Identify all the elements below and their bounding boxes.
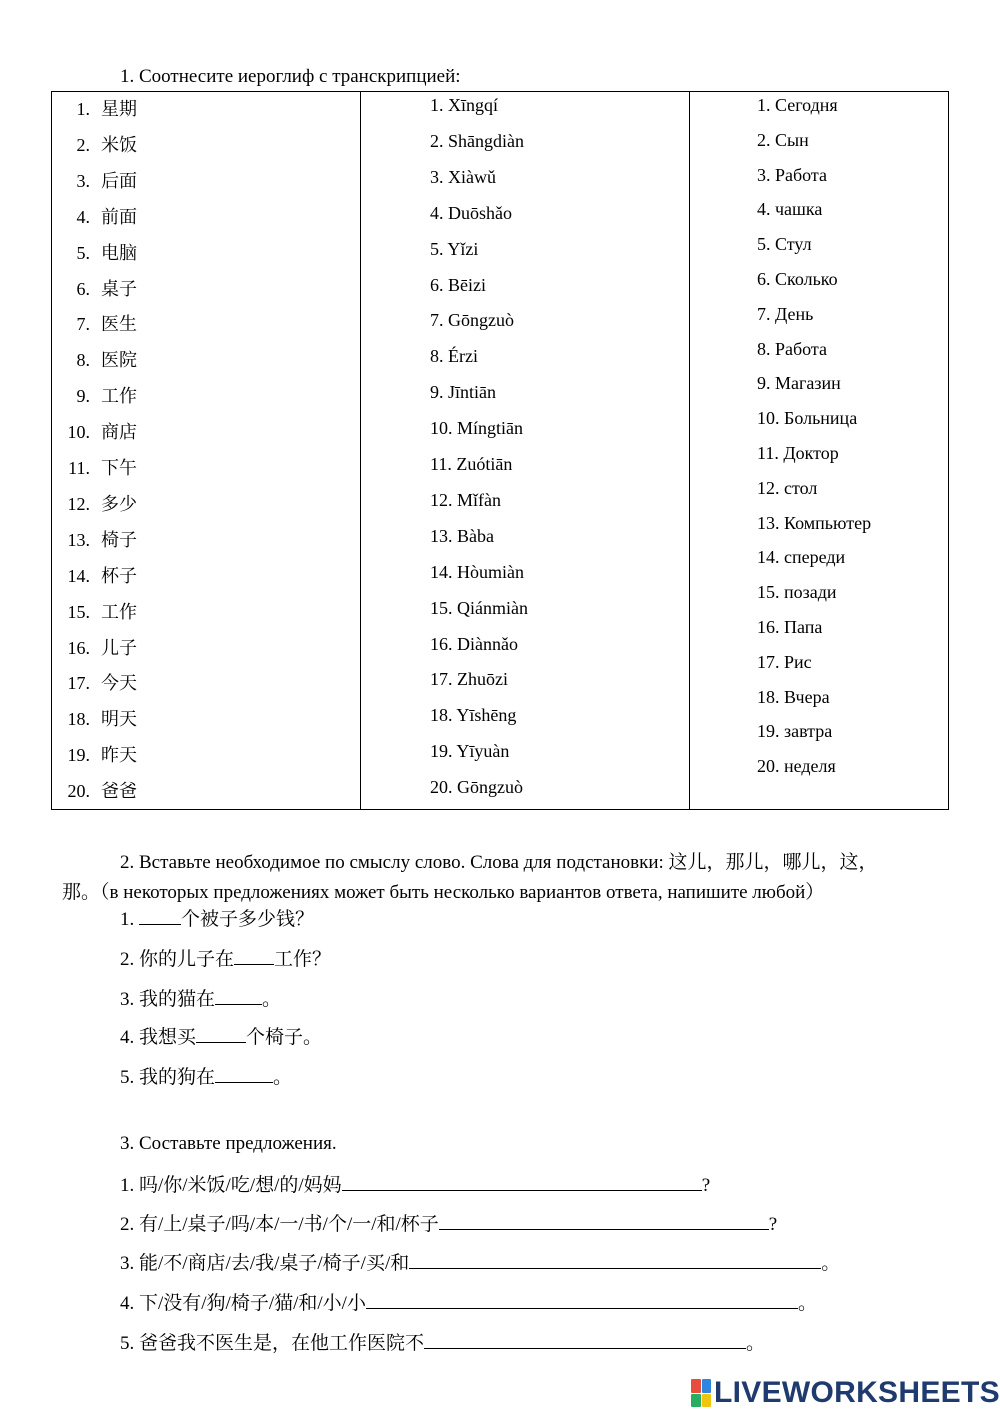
logo-tile xyxy=(702,1394,712,1408)
character-text: 医院 xyxy=(101,350,137,371)
character-item xyxy=(58,490,137,516)
answer-blank[interactable] xyxy=(215,1065,273,1083)
item-number: 5. xyxy=(76,242,90,263)
section2-instruction-line1: 2. Вставьте необходимое по смыслу слово. Слова для подстановки: 这儿，那儿，哪儿，这， xyxy=(120,852,878,873)
answer-line[interactable] xyxy=(439,1212,769,1230)
character-item xyxy=(58,669,137,695)
character-text: 工作 xyxy=(101,386,137,407)
end-punctuation: 。 xyxy=(746,1333,766,1354)
item-number: 1. xyxy=(76,99,90,119)
character-text: 杯子 xyxy=(101,565,137,586)
character-text: 下午 xyxy=(101,458,137,478)
logo-text: LIVEWORKSHEETS xyxy=(714,1376,1000,1409)
item-text-after: 个椅子。 xyxy=(246,1027,323,1048)
item-text-before: 3. 我的猫在 xyxy=(120,989,216,1010)
russian-item: 9. Магазин xyxy=(757,373,841,394)
item-number: 17. xyxy=(67,673,90,694)
end-punctuation: ? xyxy=(701,1175,711,1196)
section3-title: 3. Составьте предложения. xyxy=(120,1133,337,1154)
character-item xyxy=(58,741,137,767)
pinyin-item: 9. Jīntiān xyxy=(430,382,496,403)
character-text: 昨天 xyxy=(101,745,137,766)
character-item xyxy=(58,95,137,121)
pinyin-item: 12. Mǐfàn xyxy=(430,489,501,510)
item-text-before: 5. 我的狗在 xyxy=(120,1067,216,1088)
character-item xyxy=(58,634,137,660)
end-punctuation: 。 xyxy=(797,1293,817,1314)
pinyin-item: 10. Míngtiān xyxy=(430,418,523,439)
item-number: 20. xyxy=(67,781,90,802)
word-list: 4. 下/没有/狗/椅子/猫/和/小/小 xyxy=(120,1293,366,1314)
item-text-before: 2. 你的儿子在 xyxy=(120,949,235,970)
sentence-item xyxy=(120,1328,765,1355)
russian-item: 2. Сын xyxy=(757,129,809,150)
sentence-item xyxy=(120,1209,777,1236)
item-text-before: 4. 我想买 xyxy=(120,1027,197,1048)
sentence-item xyxy=(120,1288,817,1315)
sentence-item xyxy=(120,1248,840,1275)
character-text: 后面 xyxy=(101,170,137,191)
sentence-item xyxy=(120,1170,710,1197)
character-item xyxy=(58,167,137,193)
russian-item: 8. Работа xyxy=(757,338,827,359)
fill-blank-item xyxy=(120,1022,322,1049)
fill-blank-item xyxy=(120,904,314,931)
character-item xyxy=(58,777,137,803)
russian-item: 6. Сколько xyxy=(757,269,838,289)
item-text-after: 。 xyxy=(273,1067,293,1088)
end-punctuation: 。 xyxy=(821,1253,841,1274)
character-item xyxy=(58,203,137,229)
pinyin-item: 5. Yǐzi xyxy=(430,238,479,259)
russian-item: 12. стол xyxy=(757,477,818,498)
end-punctuation: ? xyxy=(768,1214,778,1235)
answer-line[interactable] xyxy=(366,1291,798,1309)
character-text: 星期 xyxy=(101,99,137,119)
answer-blank[interactable] xyxy=(215,987,262,1005)
answer-line[interactable] xyxy=(342,1173,702,1191)
item-text-after: 。 xyxy=(262,989,282,1010)
pinyin-item: 7. Gōngzuò xyxy=(430,310,514,331)
word-list: 1. 吗/你/米饭/吃/想/的/妈妈 xyxy=(120,1175,342,1196)
section2-instruction-line2: 那。（в некоторых предложениях может быть несколько вариантов ответа, напишите любой） xyxy=(62,882,825,903)
pinyin-item: 6. Bēizi xyxy=(430,274,486,295)
item-number: 8. xyxy=(76,350,90,371)
logo-tile xyxy=(702,1379,712,1393)
item-number: 14. xyxy=(67,565,90,586)
item-number: 18. xyxy=(67,709,90,730)
character-item xyxy=(58,562,137,588)
russian-item: 5. Стул xyxy=(757,234,812,255)
pinyin-item: 17. Zhuōzi xyxy=(430,669,508,690)
pinyin-item: 1. Xīngqí xyxy=(430,95,499,115)
russian-item: 10. Больница xyxy=(757,408,858,429)
character-text: 爸爸 xyxy=(101,781,137,802)
fill-blank-item xyxy=(120,984,281,1011)
pinyin-item: 3. Xiàwǔ xyxy=(430,166,496,187)
character-text: 多少 xyxy=(101,493,137,514)
russian-item: 11. Доктор xyxy=(757,443,839,463)
item-number: 13. xyxy=(67,529,90,550)
pinyin-item: 8. Érzi xyxy=(430,346,478,367)
character-text: 商店 xyxy=(101,422,137,443)
item-text-after: 工作？ xyxy=(274,949,332,970)
answer-blank[interactable] xyxy=(139,907,181,925)
pinyin-item: 16. Diànnǎo xyxy=(430,633,518,654)
russian-item: 4. чашка xyxy=(757,199,823,220)
logo-tile xyxy=(691,1394,701,1408)
character-text: 儿子 xyxy=(101,637,137,658)
word-list: 2. 有/上/桌子/吗/本/一/书/个/一/和/杯子 xyxy=(120,1214,439,1235)
answer-blank[interactable] xyxy=(196,1025,246,1043)
pinyin-item: 11. Zuótiān xyxy=(430,454,513,474)
russian-item: 1. Сегодня xyxy=(757,95,838,115)
russian-item: 3. Работа xyxy=(757,164,827,185)
item-text-before: 1. xyxy=(120,909,139,930)
answer-line[interactable] xyxy=(409,1251,821,1269)
character-text: 医生 xyxy=(101,314,137,335)
character-item xyxy=(58,310,137,336)
russian-item: 19. завтра xyxy=(757,721,833,742)
answer-blank[interactable] xyxy=(234,947,274,965)
item-number: 3. xyxy=(76,170,90,191)
character-text: 电脑 xyxy=(101,242,137,263)
character-text: 桌子 xyxy=(101,278,137,299)
fill-blank-item xyxy=(120,944,331,971)
character-text: 前面 xyxy=(101,206,137,227)
character-item xyxy=(58,131,137,157)
item-number: 15. xyxy=(67,601,90,622)
pinyin-item: 4. Duōshǎo xyxy=(430,202,512,223)
pinyin-item: 18. Yīshēng xyxy=(430,705,517,726)
pinyin-item: 15. Qiánmiàn xyxy=(430,597,528,618)
word-list: 5. 爸爸我不医生是，在他工作医院不 xyxy=(120,1333,425,1354)
character-item xyxy=(58,418,137,444)
character-item xyxy=(58,705,137,731)
character-item xyxy=(58,598,137,624)
item-number: 6. xyxy=(76,278,90,299)
pinyin-item: 14. Hòumiàn xyxy=(430,561,524,582)
matching-table xyxy=(51,91,949,810)
character-text: 米饭 xyxy=(101,134,137,155)
word-list: 3. 能/不/商店/去/我/桌子/椅子/买/和 xyxy=(120,1253,410,1274)
item-number: 16. xyxy=(67,637,90,658)
character-text: 明天 xyxy=(101,709,137,730)
russian-item: 15. позади xyxy=(757,582,837,603)
character-item xyxy=(58,275,137,301)
item-number: 2. xyxy=(76,134,90,155)
logo-mark-icon xyxy=(691,1379,711,1407)
fill-blank-item xyxy=(120,1062,292,1089)
liveworksheets-logo xyxy=(691,1376,1000,1410)
russian-item: 16. Папа xyxy=(757,617,823,637)
russian-item: 13. Компьютер xyxy=(757,512,872,533)
item-number: 19. xyxy=(67,745,90,766)
item-number: 4. xyxy=(76,206,90,227)
russian-item: 18. Вчера xyxy=(757,686,830,707)
pinyin-item: 13. Bàba xyxy=(430,525,494,546)
russian-item: 20. неделя xyxy=(757,756,836,777)
character-text: 工作 xyxy=(101,601,137,622)
character-text: 椅子 xyxy=(101,529,137,550)
pinyin-item: 2. Shāngdiàn xyxy=(430,130,524,151)
item-number: 12. xyxy=(67,493,90,514)
pinyin-item: 19. Yīyuàn xyxy=(430,741,510,762)
item-number: 7. xyxy=(76,314,90,335)
item-number: 11. xyxy=(68,458,90,478)
character-item xyxy=(58,239,137,265)
answer-line[interactable] xyxy=(424,1331,746,1349)
character-item xyxy=(58,382,137,408)
item-text-after: 个被子多少钱？ xyxy=(181,909,315,930)
column-divider xyxy=(360,92,361,809)
column-divider xyxy=(689,92,690,809)
character-item xyxy=(58,346,137,372)
character-item xyxy=(58,454,137,480)
character-item xyxy=(58,526,137,552)
logo-tile xyxy=(691,1379,701,1393)
item-number: 9. xyxy=(76,386,90,407)
item-number: 10. xyxy=(67,422,90,443)
section1-title: 1. Соотнесите иероглиф с транскрипцией: xyxy=(120,66,461,87)
character-text: 今天 xyxy=(101,673,137,694)
russian-item: 7. День xyxy=(757,303,814,324)
russian-item: 14. спереди xyxy=(757,547,846,568)
russian-item: 17. Рис xyxy=(757,651,812,672)
pinyin-item: 20. Gōngzuò xyxy=(430,777,523,798)
